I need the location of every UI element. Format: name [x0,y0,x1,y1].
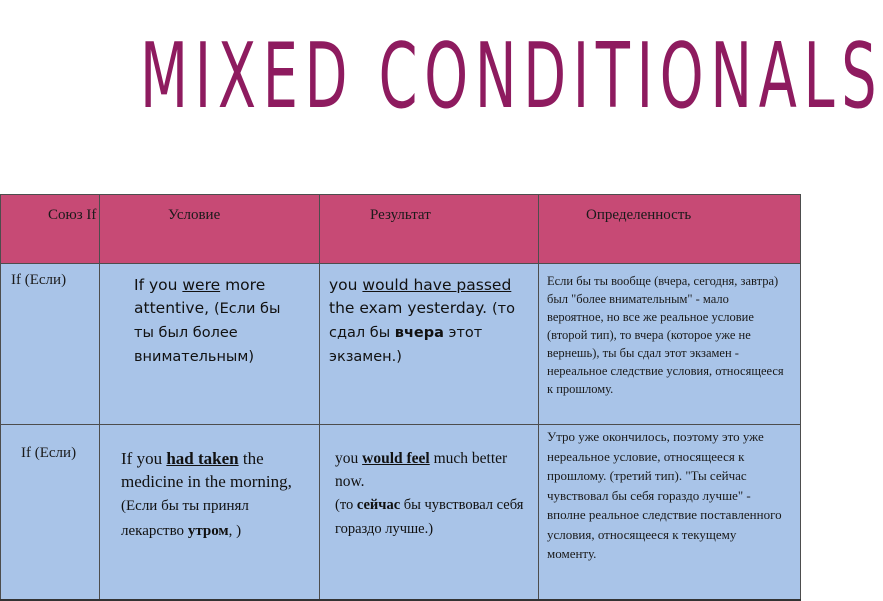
certainty-cell [539,425,801,601]
certainty-text: Утро уже окончилось, поэтому это уже нереальное условие, относящееся к прошлому. (третий тип). "Ты сейчас чувствовал бы себя гораздо лучше" - вполне реальное следствие поставленного условия, относящееся к текущему моменту. [547,429,782,561]
table-row [1,425,801,601]
condition-prefix: If you [134,276,183,294]
result-translation-prefix: (то [335,497,357,513]
result-suffix: much better now. [335,450,508,490]
result-prefix: you [329,276,363,294]
header-result [320,195,539,264]
result-translation-keyword: сейчас [356,497,401,513]
header-row [1,195,801,264]
result-verb: would have passed [362,276,512,294]
conjunction-label: If (Если) [21,445,77,461]
conditionals-table [0,194,801,601]
condition-verb: had taken [166,449,239,468]
condition-translation-prefix: (Если бы ты принял лекарство [121,498,249,539]
conjunction-label: If (Если) [11,272,67,288]
condition-translation [121,498,249,539]
result-translation-prefix: (то сдал бы [329,301,515,341]
header-conjunction [1,195,100,264]
table-row [1,264,801,425]
result-translation [335,497,523,537]
result-translation-keyword: вчера [394,325,444,341]
certainty-text: Если бы ты вообще (вчера, сегодня, завтра) был "более внимательным" - мало вероятное, но все же реальное условие (второй тип), то вчера (которое уже не вернешь), ты бы сдал этот экзамен - нереальное следствие условия, относящееся к прошлому. [547,274,784,396]
header-condition [100,195,320,264]
result-verb: would feel [362,450,430,467]
result-prefix: you [335,450,363,467]
header-condition-label: Условие [168,207,221,223]
condition-suffix: the medicine in the morning, [121,449,292,491]
page-title: MIXED CONDITIONALS [140,23,883,129]
header-conjunction-label: Союз If [48,207,97,223]
condition-text [121,447,311,543]
result-text [329,274,527,369]
result-cell [320,425,539,601]
condition-prefix: If you [121,449,167,468]
condition-verb: were [182,276,221,294]
header-certainty [539,195,801,264]
condition-cell [100,425,320,601]
result-translation-suffix: бы чувствовал себя гораздо лучше.) [335,497,524,537]
result-suffix: the exam yesterday. [329,299,492,317]
condition-translation-suffix: , ) [228,523,242,539]
condition-translation-keyword: утром [187,523,229,539]
result-text [335,447,525,541]
result-cell [320,264,539,425]
conjunction-cell [1,264,100,425]
condition-suffix: more attentive, [134,276,266,317]
certainty-cell [539,264,801,425]
conjunction-cell [1,425,100,601]
header-result-label: Результат [370,207,431,223]
condition-cell [100,264,320,425]
condition-translation: (Если бы ты был более внимательным) [134,301,281,365]
condition-text [134,274,304,369]
result-translation-suffix: этот экзамен.) [329,325,483,365]
header-certainty-label: Определенность [586,207,692,223]
